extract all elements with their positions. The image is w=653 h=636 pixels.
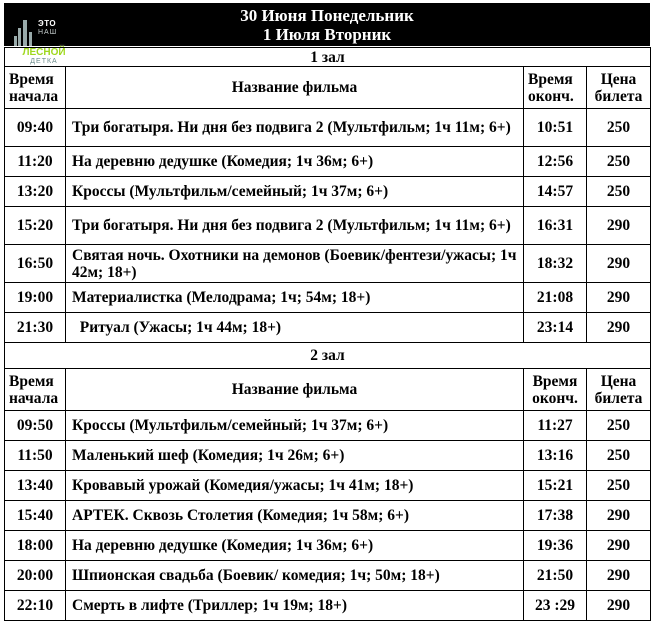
film-title: Святая ночь. Охотники на демонов (Боевик/фентези/ужасы; 1ч 42м; 18+) [66,245,524,283]
table-row [5,471,651,501]
table-row [5,313,651,343]
table-row [5,531,651,561]
col-film-title: Название фильма [66,369,524,411]
start-time: 13:40 [5,471,66,501]
ticket-price: 250 [587,471,651,501]
end-time: 14:57 [524,177,587,207]
film-title: Ритуал (Ужасы; 1ч 44м; 18+) [66,313,524,343]
film-title: АРТЕК. Сквозь Столетия (Комедия; 1ч 58м; 6+) [66,501,524,531]
hall-1-title-row [5,48,651,67]
ticket-price: 290 [587,313,651,343]
table-row [5,177,651,207]
end-time: 12:56 [524,147,587,177]
film-title: Три богатыря. Ни дня без подвига 2 (Мультфильм; 1ч 11м; 6+) [66,109,524,147]
ticket-price: 290 [587,531,651,561]
start-time: 11:50 [5,441,66,471]
hall-2-title: 2 зал [5,343,651,369]
col-start-time: Время начала [5,369,66,411]
table-row [5,591,651,621]
col-film-title: Название фильма [66,67,524,109]
col-price: Цена билета [587,67,651,109]
end-time: 17:38 [524,501,587,531]
start-time: 11:20 [5,147,66,177]
ticket-price: 290 [587,591,651,621]
film-title: Смерть в лифте (Триллер; 1ч 19м; 18+) [66,591,524,621]
date-line-1: 30 Июня Понедельник [240,6,414,25]
film-title: Шпионская свадьба (Боевик/ комедия; 1ч; 50м; 18+) [66,561,524,591]
col-start-time: Время начала [5,67,66,109]
film-title: Кровавый урожай (Комедия/ужасы; 1ч 41м; 18+) [66,471,524,501]
ticket-price: 250 [587,109,651,147]
table-row [5,411,651,441]
film-title: На деревню дедушке (Комедия; 1ч 36м; 6+) [66,147,524,177]
start-time: 21:30 [5,313,66,343]
table-row [5,283,651,313]
end-time: 23 :29 [524,591,587,621]
table-row [5,245,651,283]
logo-text-1: ЭТО [38,19,57,28]
date-line-2: 1 Июля Вторник [262,25,392,44]
end-time: 23:14 [524,313,587,343]
end-time: 11:27 [524,411,587,441]
film-title: Кроссы (Мультфильм/семейный; 1ч 37м; 6+) [66,177,524,207]
schedule-table [4,47,651,621]
start-time: 13:20 [5,177,66,207]
logo-text-4: ДЕТКА [30,58,58,65]
start-time: 09:50 [5,411,66,441]
table-row [5,441,651,471]
col-price: Цена билета [587,369,651,411]
tower-icon [14,20,36,46]
ticket-price: 250 [587,411,651,441]
hall-1-column-header [5,67,651,109]
end-time: 21:50 [524,561,587,591]
col-end-time: Время оконч. [524,369,587,411]
start-time: 09:40 [5,109,66,147]
table-row [5,561,651,591]
start-time: 22:10 [5,591,66,621]
film-title: Кроссы (Мультфильм/семейный; 1ч 37м; 6+) [66,411,524,441]
table-row [5,109,651,147]
col-end-time: Время оконч. [524,67,587,109]
start-time: 20:00 [5,561,66,591]
ticket-price: 250 [587,177,651,207]
start-time: 18:00 [5,531,66,561]
end-time: 21:08 [524,283,587,313]
hall-1-title: 1 зал [5,48,651,67]
logo-text-3: ЛЕСНОЙ [22,47,66,58]
film-title: Маленький шеф (Комедия; 1ч 26м; 6+) [66,441,524,471]
ticket-price: 290 [587,245,651,283]
end-time: 10:51 [524,109,587,147]
start-time: 16:50 [5,245,66,283]
ticket-price: 290 [587,561,651,591]
film-title: На деревню дедушке (Комедия; 1ч 36м; 6+) [66,531,524,561]
film-title: Три богатыря. Ни дня без подвига 2 (Мультфильм; 1ч 11м; 6+) [66,207,524,245]
end-time: 13:16 [524,441,587,471]
logo-text-2: НАШ [38,29,58,36]
ticket-price: 290 [587,501,651,531]
film-title: Материалистка (Мелодрама; 1ч; 54м; 18+) [66,283,524,313]
table-row [5,501,651,531]
date-header [4,3,650,46]
table-row [5,147,651,177]
start-time: 15:20 [5,207,66,245]
hall-2-title-row [5,343,651,369]
start-time: 15:40 [5,501,66,531]
ticket-price: 290 [587,283,651,313]
end-time: 15:21 [524,471,587,501]
start-time: 19:00 [5,283,66,313]
end-time: 16:31 [524,207,587,245]
end-time: 19:36 [524,531,587,561]
hall-2-column-header [5,369,651,411]
ticket-price: 250 [587,441,651,471]
end-time: 18:32 [524,245,587,283]
ticket-price: 250 [587,147,651,177]
ticket-price: 290 [587,207,651,245]
table-row [5,207,651,245]
